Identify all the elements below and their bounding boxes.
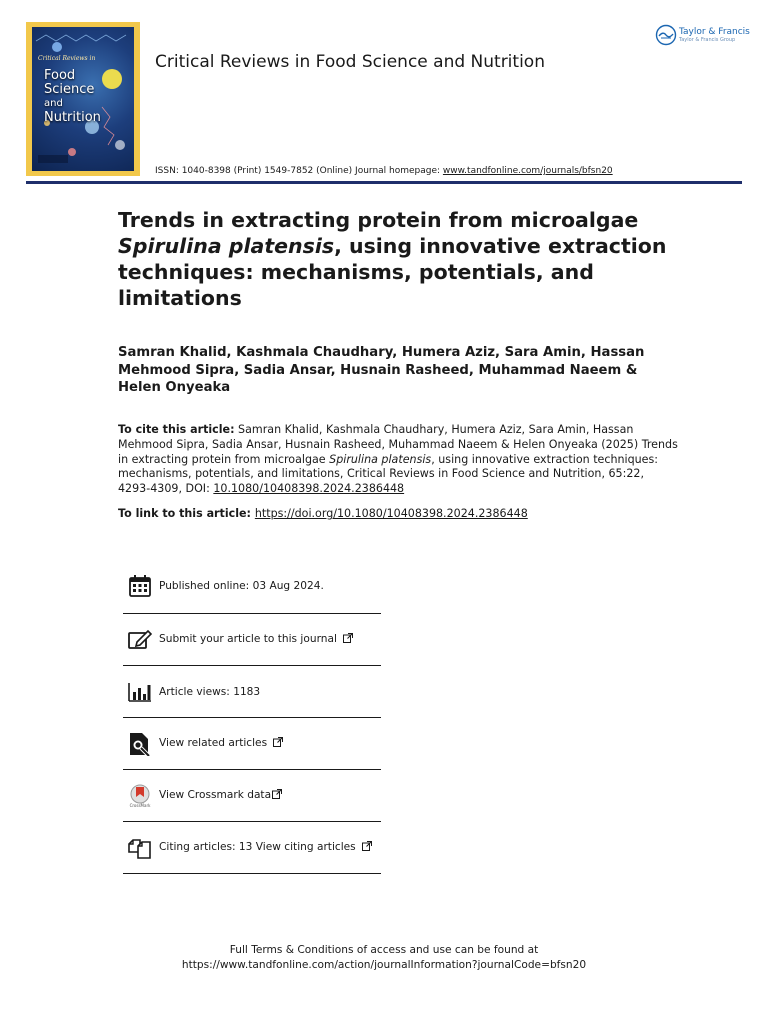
journal-cover: [26, 22, 140, 176]
document-search-icon: [125, 729, 155, 759]
issn-line: [155, 166, 613, 176]
article-views-label: Article views: 1183: [159, 685, 261, 698]
journal-homepage-link[interactable]: www.tandfonline.com/journals/bfsn20: [442, 166, 613, 176]
crossmark-icon: [125, 781, 155, 811]
submit-article-label: Submit your article to this journal: [159, 633, 337, 645]
cover-series-text: Critical Reviews in: [38, 55, 96, 62]
cover-title-line: Nutrition: [44, 110, 101, 125]
article-views-row: [123, 666, 381, 718]
bar-chart-icon: [125, 677, 155, 707]
citation-species: Spirulina platensis: [329, 452, 432, 466]
article-title-text: , using innovative extraction techniques: mechanisms, potentials, and limitations: [118, 234, 667, 310]
edit-icon: [125, 625, 155, 655]
article-info-list: [123, 558, 381, 874]
article-link-line: [118, 507, 528, 520]
citing-articles-link[interactable]: [159, 841, 372, 854]
article-title-text: Trends in extracting protein from microalgae: [118, 208, 639, 232]
crossmark-icon-text: CrossMark: [129, 802, 151, 808]
cover-title: [44, 69, 101, 125]
cover-artwork: [32, 27, 134, 171]
link-label: To link to this article:: [118, 507, 255, 520]
calendar-icon: [125, 571, 155, 601]
publisher-emblem-icon: [655, 24, 677, 46]
citing-articles-label: Citing articles: 13 View citing articles: [159, 841, 356, 853]
related-articles-row[interactable]: [123, 718, 381, 770]
publisher-logo[interactable]: [655, 23, 750, 47]
cover-title-line: Science: [44, 82, 95, 97]
publisher-brand: Taylor & Francis: [679, 26, 750, 37]
published-online-label: Published online: 03 Aug 2024.: [159, 579, 324, 592]
article-title-species: Spirulina platensis: [118, 234, 335, 258]
cover-title-line: Food: [44, 68, 76, 83]
citation-text: Samran Khalid, Kashmala Chaudhary, Humera Aziz, Sara Amin, Hassan Mehmood Sipra, Sadia Ansar, Husnain Rasheed, Muhammad Naeem & Helen Onyeaka (2025) Trends in extracting protein from microalgae: [118, 423, 678, 466]
terms-url[interactable]: https://www.tandfonline.com/action/journalInformation?journalCode=bfsn20: [181, 959, 587, 971]
citation-label: To cite this article:: [118, 423, 235, 436]
citing-articles-row[interactable]: [123, 822, 381, 874]
issn-text: ISSN: 1040-8398 (Print) 1549-7852 (Online) Journal homepage:: [155, 166, 443, 176]
article-authors: Samran Khalid, Kashmala Chaudhary, Humera Aziz, Sara Amin, Hassan Mehmood Sipra, Sadia Ansar, Husnain Rasheed, Muhammad Naeem & Helen Onyeaka: [118, 345, 645, 395]
related-articles-link[interactable]: [159, 737, 283, 750]
submit-article-row[interactable]: [123, 614, 381, 666]
external-link-icon: [362, 841, 372, 854]
crossmark-label: View Crossmark data: [159, 789, 272, 801]
crossmark-row[interactable]: [123, 770, 381, 822]
article-doi-url[interactable]: https://doi.org/10.1080/10408398.2024.2386448: [254, 507, 528, 520]
journal-title: Critical Reviews in Food Science and Nutrition: [155, 52, 545, 72]
header-divider: [26, 181, 742, 184]
terms-text: Full Terms & Conditions of access and use can be found at: [229, 944, 539, 956]
external-link-icon: [343, 633, 353, 646]
publisher-group: Taylor & Francis Group: [679, 36, 736, 43]
article-title: [118, 207, 678, 311]
crossmark-link[interactable]: [159, 789, 282, 802]
submit-article-link[interactable]: [159, 633, 353, 646]
external-link-icon: [272, 789, 282, 802]
published-online-row: [123, 558, 381, 614]
related-articles-label: View related articles: [159, 737, 268, 749]
terms-footer: [0, 943, 768, 973]
cover-title-line: and: [44, 98, 63, 109]
citation-doi-link[interactable]: 10.1080/10408398.2024.2386448: [213, 482, 405, 496]
citation-block: [118, 423, 678, 497]
external-link-icon: [273, 737, 283, 750]
citation-text: , using innovative extraction techniques: mechanisms, potentials, and limitations, Critical Reviews in Food Science and Nutrition, 65:22, 4293-4309, DOI:: [118, 452, 659, 496]
citing-documents-icon: [125, 833, 155, 863]
